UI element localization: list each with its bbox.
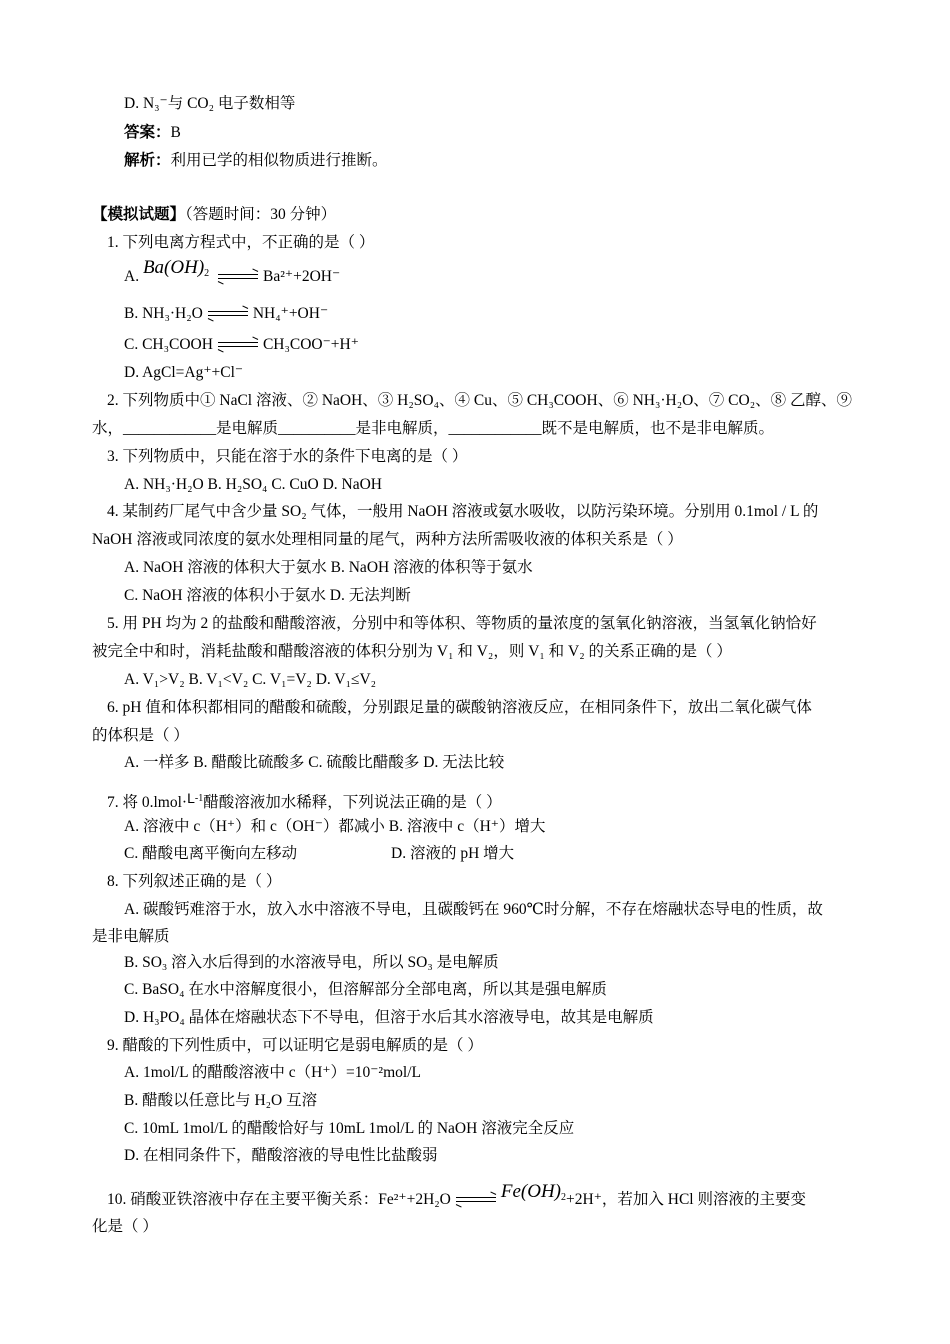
q1-a-formula-text: Ba(OH)	[142, 257, 205, 278]
q9-stem: 9. 醋酸的下列性质中，可以证明它是弱电解质的是（ ）	[107, 1037, 483, 1054]
q8-option-c: C. BaSO₄ 在水中溶解度很小，但溶解部分全部电离，所以其是强电解质	[124, 981, 607, 998]
q4-options-2: C. NaOH 溶液的体积小于氨水 D. 无法判断	[124, 587, 411, 604]
prev-answer	[124, 123, 181, 143]
q3-stem: 3. 下列物质中，只能在溶于水的条件下电离的是（ ）	[107, 448, 468, 465]
q10-products: +2H⁺，若加入 HCl 则溶液的主要变	[566, 1191, 806, 1208]
q7-unit: L	[187, 790, 195, 806]
q8-stem: 8. 下列叙述正确的是（ ）	[107, 873, 282, 890]
q1-c-products: CH₃COO⁻+H⁺	[262, 336, 359, 353]
q1-option-b	[124, 304, 328, 324]
q10-line2: 化是（ ）	[92, 1218, 158, 1235]
q7-options-1: A. 溶液中 c（H⁺）和 c（OH⁻）都减小 B. 溶液中 c（H⁺）增大	[124, 818, 546, 835]
q1-option-d: D. AgCl=Ag⁺+Cl⁻	[124, 364, 244, 381]
q8-option-a-line1: A. 碳酸钙难溶于水，放入水中溶液不导电，且碳酸钙在 960℃时分解，不存在熔融状态导电的性质，故	[124, 901, 823, 918]
q9-option-b: B. 醋酸以任意比与 H₂O 互溶	[124, 1092, 318, 1109]
q2-line1: 2. 下列物质中① NaCl 溶液、② NaOH、③ H₂SO₄、④ Cu、⑤ CH₃COOH、⑥ NH₃·H₂O、⑦ CO₂、⑧ 乙醇、⑨	[107, 392, 852, 409]
equilibrium-arrow-icon	[454, 1196, 498, 1204]
q5-line1: 5. 用 PH 均为 2 的盐酸和醋酸溶液，分别中和等体积、等物质的量浓度的氢氧化钠溶液，当氢氧化钠恰好	[107, 615, 817, 632]
q7-stem-pre: 7. 将 0.lmol·	[107, 794, 188, 811]
q9-option-d: D. 在相同条件下，醋酸溶液的导电性比盐酸弱	[124, 1147, 438, 1164]
q7-option-d: D. 溶液的 pH 增大	[391, 845, 515, 862]
analysis-text: 利用已学的相似物质进行推断。	[170, 152, 388, 169]
q1-c-reactant: C. CH₃COOH	[124, 336, 213, 353]
section-time: （答题时间：30 分钟）	[185, 206, 337, 223]
q1-b-products: NH₄⁺+OH⁻	[252, 305, 329, 322]
q4-line1: 4. 某制药厂尾气中含少量 SO₂ 气体，一般用 NaOH 溶液或氨水吸收，以防污染环境。分别用 0.1mol / L 的	[107, 503, 819, 520]
equilibrium-arrow-icon	[216, 341, 260, 349]
q1-a-label: A.	[124, 268, 140, 285]
q1-option-c	[124, 335, 359, 355]
q2-line2: 水，____________是电解质__________是非电解质，____________既不是电解质，也不是非电解质。	[92, 420, 775, 437]
section-header	[92, 205, 336, 225]
q6-line2: 的体积是（ ）	[92, 727, 189, 744]
analysis-label: 解析：	[124, 152, 171, 169]
q1-option-a	[124, 257, 341, 292]
q1-b-reactant: B. NH₃·H₂O	[124, 305, 203, 322]
q8-option-a-line2: 是非电解质	[92, 928, 170, 945]
q1-a-formula-sub: 2	[204, 268, 210, 279]
q1-a-formula	[143, 257, 209, 278]
q7-unit-exp: -1	[194, 793, 204, 804]
prev-option-d: D. N₃⁻与 CO₂ 电子数相等	[124, 95, 296, 112]
q10-formula-text: Fe(OH)	[500, 1181, 562, 1202]
q4-options-1: A. NaOH 溶液的体积大于氨水 B. NaOH 溶液的体积等于氨水	[124, 559, 533, 576]
q7-option-c: C. 醋酸电离平衡向左移动	[124, 845, 298, 862]
q1-a-products: Ba²⁺+2OH⁻	[263, 268, 341, 285]
q6-options: A. 一样多 B. 醋酸比硫酸多 C. 硫酸比醋酸多 D. 无法比较	[124, 754, 505, 771]
q5-options: A. V₁>V₂ B. V₁<V₂ C. V₁=V₂ D. V₁≤V₂	[124, 671, 377, 688]
q8-option-b: B. SO₃ 溶入水后得到的水溶液导电，所以 SO₃ 是电解质	[124, 954, 499, 971]
q9-option-a: A. 1mol/L 的醋酸溶液中 c（H⁺）=10⁻²mol/L	[124, 1064, 421, 1081]
q9-option-c: C. 10mL 1mol/L 的醋酸恰好与 10mL 1mol/L 的 NaOH 溶液完全反应	[124, 1120, 575, 1137]
q10-formula-sub: 2	[561, 1192, 567, 1203]
q4-line2: NaOH 溶液或同浓度的氨水处理相同量的尾气，两种方法所需吸收液的体积关系是（ ）	[92, 531, 683, 548]
answer-value: B	[170, 124, 181, 141]
q3-options: A. NH₃·H₂O B. H₂SO₄ C. CuO D. NaOH	[124, 476, 382, 493]
q1-stem: 1. 下列电离方程式中，不正确的是（ ）	[107, 234, 375, 251]
section-title: 【模拟试题】	[92, 206, 186, 223]
q7-stem-post: 醋酸溶液加水稀释，下列说法正确的是（ ）	[203, 794, 502, 811]
q6-line1: 6. pH 值和体积都相同的醋酸和硫酸，分别跟足量的碳酸钠溶液反应，在相同条件下，放出二氧化碳气体	[107, 699, 812, 716]
q10-line1	[107, 1181, 806, 1215]
q5-line2: 被完全中和时，消耗盐酸和醋酸溶液的体积分别为 V₁ 和 V₂，则 V₁ 和 V₂ 的关系正确的是（ ）	[92, 643, 732, 660]
prev-analysis	[124, 151, 388, 171]
q7-stem	[107, 789, 502, 813]
equilibrium-arrow-icon	[206, 310, 250, 318]
answer-label: 答案：	[124, 124, 171, 141]
q10-reactants: 10. 硝酸亚铁溶液中存在主要平衡关系：Fe²⁺+2H₂O	[107, 1191, 451, 1208]
q10-formula	[501, 1181, 566, 1202]
equilibrium-arrow-icon	[216, 273, 260, 281]
q8-option-d: D. H₃PO₄ 晶体在熔融状态下不导电，但溶于水后其水溶液导电，故其是电解质	[124, 1009, 654, 1026]
